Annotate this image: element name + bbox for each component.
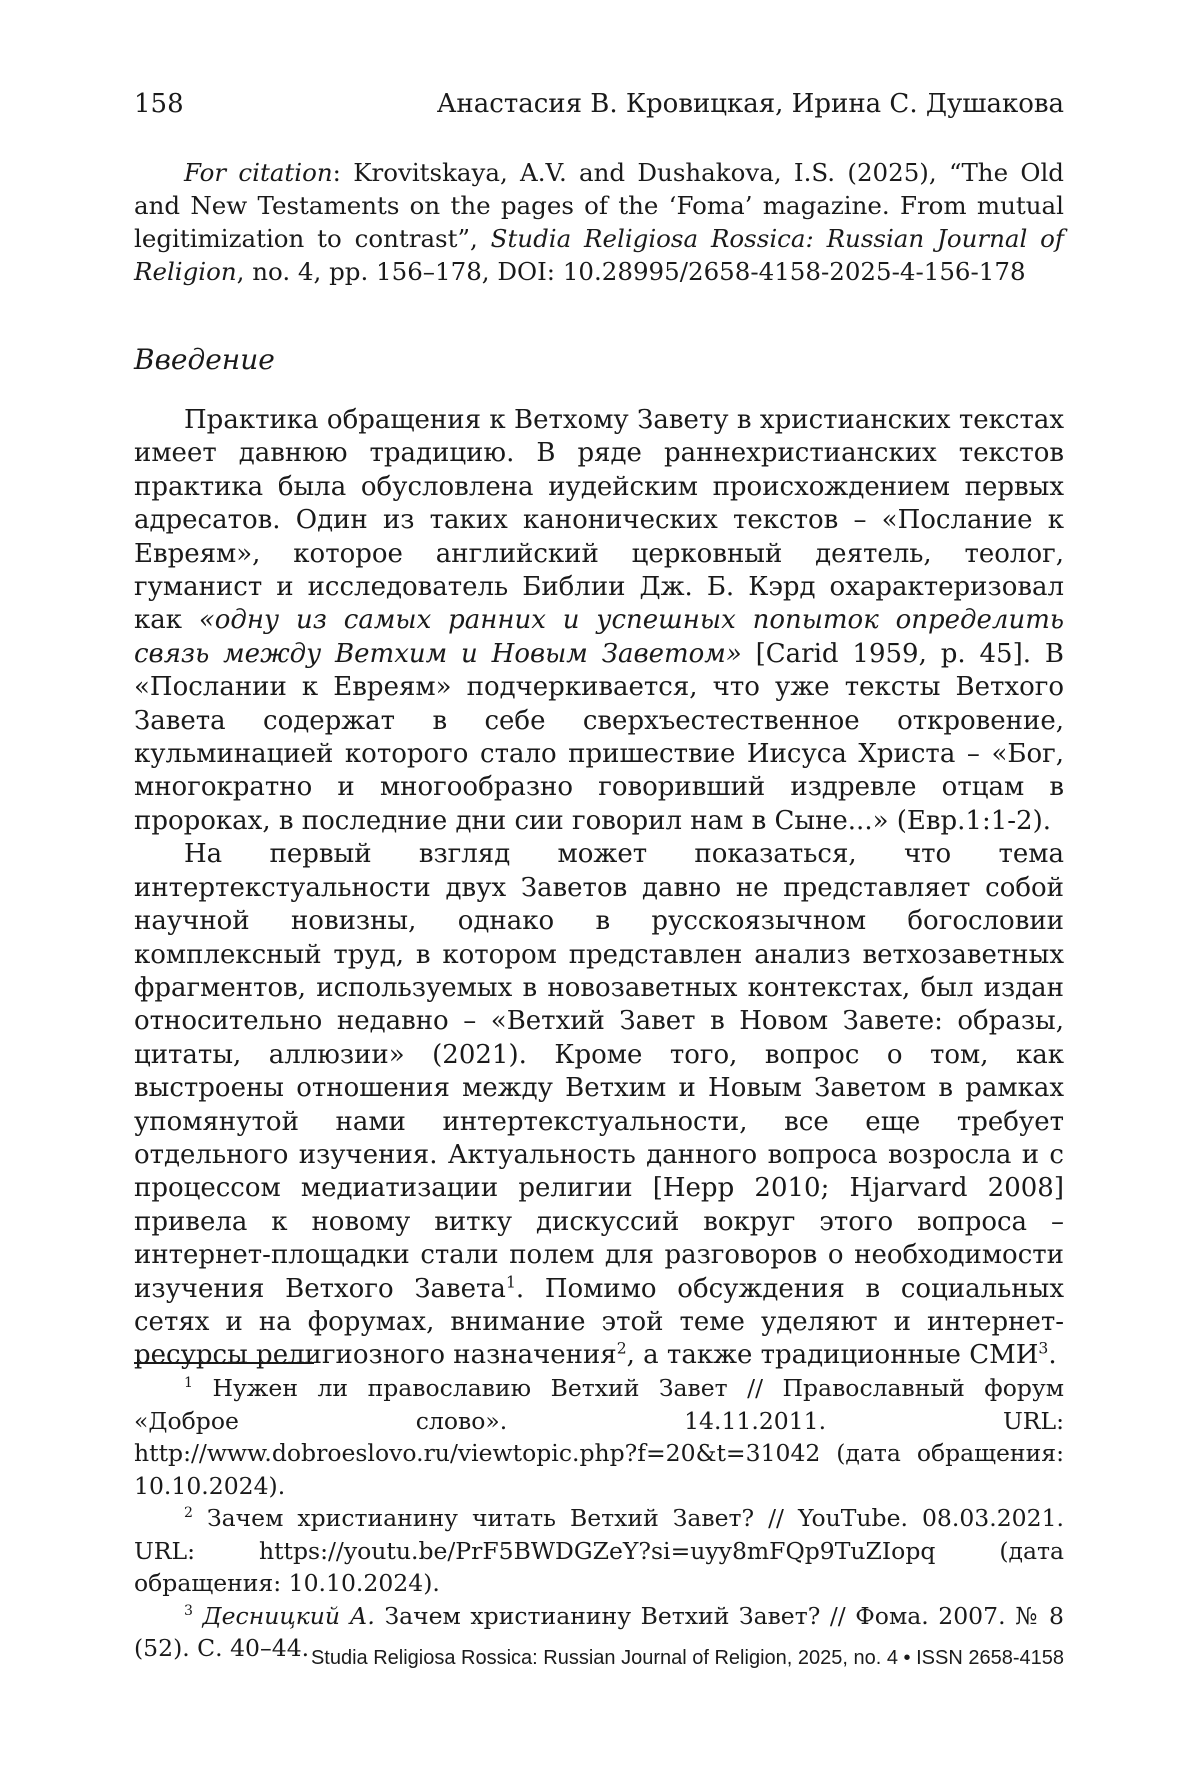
paragraph-2-text-4: . xyxy=(1048,1340,1057,1371)
footnote-1-number: 1 xyxy=(184,1375,193,1392)
header-authors: Анастасия В. Кровицкая, Ирина С. Душакова xyxy=(436,89,1064,119)
citation-text-1: : Krovitskaya, A.V. and Dushakova, I.S. (2025), “The Old and New Testaments on the pages of the ‘Foma’ magazine. From mutual legitimization to contrast”, xyxy=(134,158,1064,253)
running-footer xyxy=(311,1644,1064,1672)
body-text xyxy=(134,404,1064,1373)
footnote-2 xyxy=(134,1502,1064,1600)
footer-journal-info: Studia Religiosa Rossica: Russian Journal of Religion, 2025, no. 4 xyxy=(310,1647,898,1669)
citation-block xyxy=(134,156,1064,288)
footer-separator: • xyxy=(903,1647,911,1669)
citation-journal: Studia Religiosa Rossica: Russian Journal of Religion xyxy=(134,224,1065,286)
footnote-ref-1[interactable]: 1 xyxy=(505,1272,516,1291)
section-title: Введение xyxy=(134,343,275,376)
footnotes xyxy=(134,1372,1064,1665)
paragraph-1 xyxy=(134,404,1064,838)
footnote-3-number: 3 xyxy=(184,1602,193,1619)
footnote-3-text: Зачем христианину Ветхий Завет? // Фома. 2007. № 8 (52). С. 40–44. xyxy=(134,1601,1064,1662)
paragraph-1-text-1: Практика обращения к Ветхому Завету в христианских текстах имеет давнюю традицию. В ряде раннехристианских текстов практика была обусловлена иудейским происхождением первых адресатов. Один из таких канонических текстов – «Послание к Евреям», которое английский церковный деятель, теолог, гуманист и исследователь Библии Дж. Б. Кэрд охарактеризовал как xyxy=(134,405,1064,636)
footnote-1 xyxy=(134,1372,1064,1502)
running-header xyxy=(134,86,1064,122)
paragraph-2-text-2: . Помимо обсуждения в социальных сетях и на форумах, внимание этой теме уделяют и интернет-ресурсы религиозного назначения xyxy=(134,1273,1064,1371)
footnote-ref-2[interactable]: 2 xyxy=(616,1339,627,1358)
paragraph-1-quote: «одну из самых ранних и успешных попыток определить связь между Ветхим и Новым Заветом» xyxy=(134,605,1065,669)
paragraph-2 xyxy=(134,838,1064,1373)
footnote-1-text: Нужен ли православию Ветхий Завет // Православный форум «Доброе слово». 14.11.2011. URL: http://www.dobroeslovo.ru/viewtopic.php?f=20&t=31042 (дата обращения: 10.10.2024). xyxy=(134,1374,1064,1500)
citation-text-2: , no. 4, pp. 156–178, DOI: 10.28995/2658-4158-2025-4-156-178 xyxy=(236,257,1026,286)
footnote-divider xyxy=(134,1362,314,1364)
footnote-2-text: Зачем христианину читать Ветхий Завет? // YouTube. 08.03.2021. URL: https://youtu.be/PrF5BWDGZeY?si=uyy8mFQp9TuZIopq (дата обращения: 10.10.2024). xyxy=(134,1504,1064,1597)
paragraph-2-text-3: , а также традиционные СМИ xyxy=(626,1340,1039,1371)
paragraph-1-text-2: [Carid 1959, p. 45]. В «Послании к Евреям» подчеркивается, что уже тексты Ветхого Завета содержат в себе сверхъестественное откровение, кульминацией которого стало пришествие Иисуса Христа – «Бог, многократно и многообразно говоривший издревле отцам в пророках, в последние дни сии говорил нам в Сыне...» (Евр.1:1-2). xyxy=(134,638,1064,836)
page-number: 158 xyxy=(134,89,184,119)
footnote-2-number: 2 xyxy=(184,1505,193,1522)
footer-issn: ISSN 2658-4158 xyxy=(916,1647,1064,1669)
citation-paragraph xyxy=(134,156,1064,288)
footnote-3-author: Десницкий А. xyxy=(202,1601,375,1630)
citation-label: For citation xyxy=(184,158,333,187)
footnote-ref-3[interactable]: 3 xyxy=(1038,1339,1049,1358)
paragraph-2-text-1: На первый взгляд может показаться, что тема интертекстуальности двух Заветов давно не представляет собой научной новизны, однако в русскоязычном богословии комплексный труд, в котором представлен анализ ветхозаветных фрагментов, используемых в новозаветных контекстах, был издан относительно недавно – «Ветхий Завет в Новом Завете: образы, цитаты, аллюзии» (2021). Кроме того, вопрос о том, как выстроены отношения между Ветхим и Новым Заветом в рамках упомянутой нами интертекстуальности, все еще требует отдельного изучения. Актуальность данного вопроса возросла и с процессом медиатизации религии [Hepp 2010; Hjarvard 2008] привела к новому витку дискуссий вокруг этого вопроса – интернет-площадки стали полем для разговоров о необходимости изучения Ветхого Завета xyxy=(134,839,1064,1304)
